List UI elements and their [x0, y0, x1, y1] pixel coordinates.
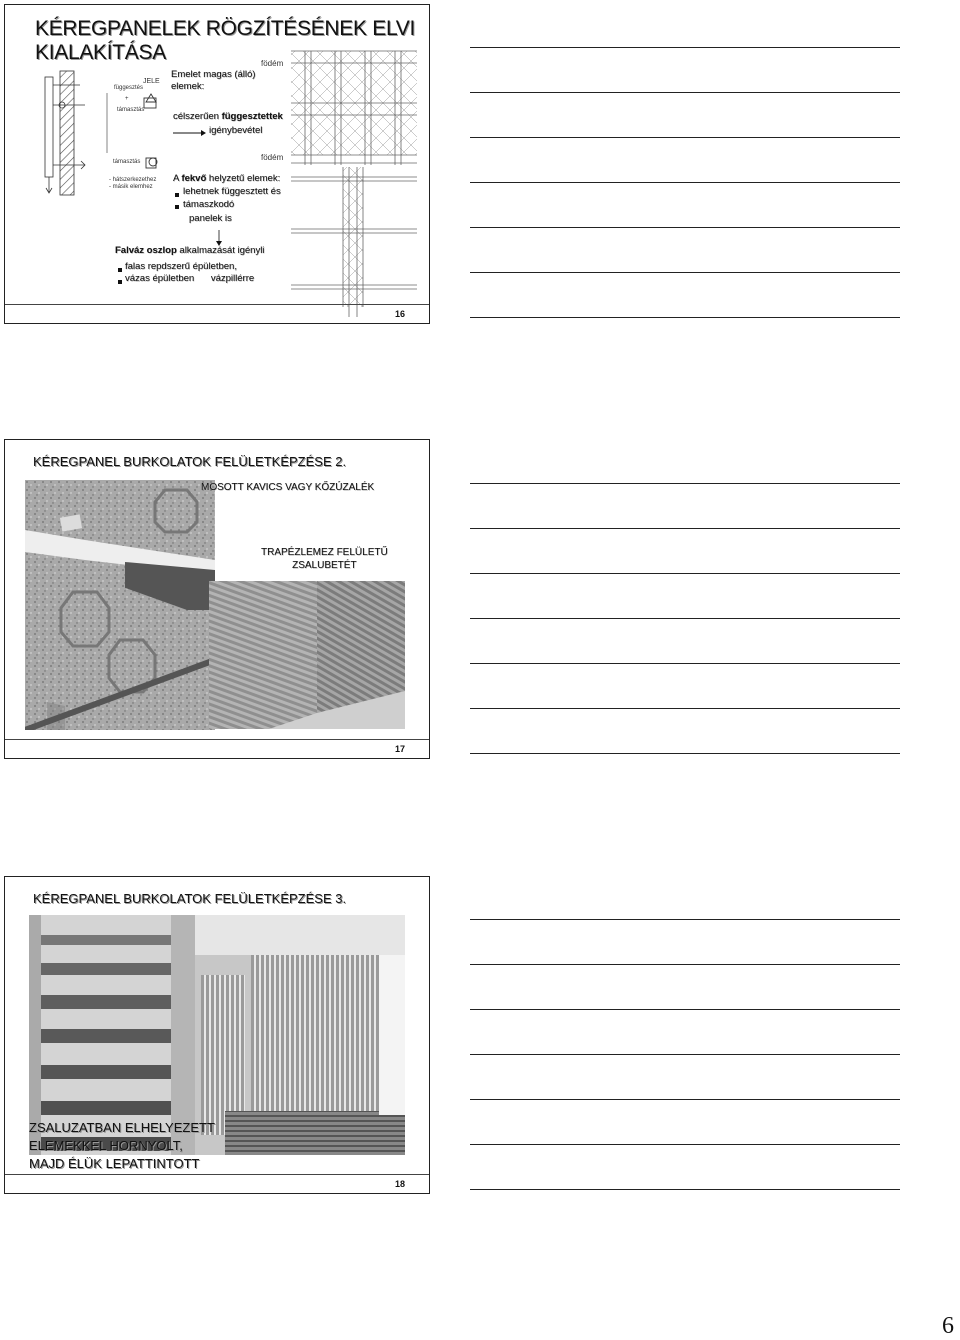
slide-number: 17 — [394, 744, 405, 754]
caption-line-2: ELEMEKKEL HORNYOLT, — [29, 1138, 183, 1153]
caption-line-1: ZSALUZATBAN ELHELYEZETT — [29, 1120, 215, 1135]
vazpillerre: vázpillérre — [210, 273, 255, 284]
page-number: 6 — [942, 1313, 954, 1339]
note-line — [470, 1099, 900, 1100]
falvaz-bold: Falváz oszlop — [115, 245, 177, 256]
label-fuggesztes: függesztés — [114, 85, 144, 91]
falvaz-text — [115, 245, 264, 257]
panelek-is-text: panelek is — [189, 213, 232, 224]
slide-title: KÉREGPANEL BURKOLATOK FELÜLETKÉPZÉSE 3. — [33, 891, 347, 906]
bullet-falas: falas repdszerű épületben, — [125, 261, 237, 272]
note-line — [470, 573, 900, 574]
label-plus: + — [125, 96, 129, 102]
caption-trapezoidal-line-1: TRAPÉZLEMEZ FELÜLETŰ — [261, 547, 388, 558]
note-line — [470, 137, 900, 138]
slide-number-bar — [5, 1174, 429, 1193]
label-masik-elemhez: - másik elemhez — [109, 184, 153, 190]
note-line — [470, 964, 900, 965]
note-line — [470, 272, 900, 273]
label-tamasztas-2: támasztás — [113, 159, 141, 165]
slide-title: KÉREGPANEL BURKOLATOK FELÜLETKÉPZÉSE 2. — [33, 454, 347, 469]
note-line — [470, 618, 900, 619]
note-line — [470, 1189, 900, 1190]
photo-exposed-aggregate — [25, 480, 215, 730]
photo-trapezoidal-formwork — [209, 581, 405, 729]
slide-number-bar — [5, 304, 429, 323]
note-line — [470, 753, 900, 754]
caption-trapezoidal-line-2: ZSALUBETÉT — [292, 560, 357, 571]
note-line — [470, 317, 900, 318]
vazas-epuletben: vázas épületben — [125, 273, 195, 284]
note-line — [470, 528, 900, 529]
label-fodem-mid: födém — [261, 153, 284, 162]
note-line — [470, 182, 900, 183]
notes-lines-2 — [470, 483, 900, 798]
label-tamasztas: támasztás — [117, 107, 145, 113]
note-line — [470, 483, 900, 484]
falvaz-rest: alkalmazását igényli — [179, 245, 265, 256]
slide-18 — [4, 876, 430, 1194]
bullet-vazas — [125, 273, 254, 285]
fekvo-a: A — [173, 173, 179, 184]
bullet-tamaszkodo: támaszkodó — [183, 199, 235, 210]
bullet-fuggesztett: lehetnek függesztett és — [183, 186, 281, 197]
slide-17 — [4, 439, 430, 759]
celszeruen-prefix: célszerűen — [173, 111, 219, 122]
notes-lines-3 — [470, 919, 900, 1234]
note-line — [470, 227, 900, 228]
emelet-line-1: Emelet magas (álló) — [171, 69, 256, 80]
note-line — [470, 1009, 900, 1010]
standing-elements-text — [171, 69, 255, 93]
caption-exposed-aggregate: MOSOTT KAVICS VAGY KŐZÚZALÉK — [201, 482, 375, 493]
slide-number: 18 — [394, 1179, 405, 1189]
note-line — [470, 1144, 900, 1145]
title-line-2: KIALAKÍTÁSA — [35, 41, 166, 64]
note-line — [470, 663, 900, 664]
fekvo-bold: fekvő — [181, 173, 207, 184]
celszeruen-text — [173, 111, 283, 123]
label-hatszerkezethez: - hátszerkezethez — [109, 177, 157, 183]
slide-16 — [4, 4, 430, 324]
celszeruen-bold: függesztettek — [221, 111, 283, 122]
note-line — [470, 1054, 900, 1055]
note-line — [470, 919, 900, 920]
caption-line-3: MAJD ÉLÜK LEPATTINTOTT — [29, 1156, 200, 1171]
note-line — [470, 47, 900, 48]
caption-grooved — [29, 1119, 215, 1173]
emelet-line-2: elemek: — [171, 81, 205, 92]
fekvo-rest: helyzetű elemek: — [208, 173, 281, 184]
label-fodem-top: födém — [261, 59, 284, 68]
notes-lines-1 — [470, 47, 900, 362]
slide-number: 16 — [394, 309, 405, 319]
caption-trapezoidal — [261, 546, 388, 572]
slide-number-bar — [5, 739, 429, 758]
lying-elements-heading — [173, 173, 280, 185]
igenybevetel-text: igénybevétel — [209, 125, 263, 136]
note-line — [470, 708, 900, 709]
title-line-1: KÉREGPANELEK RÖGZÍTÉSÉNEK ELVI — [35, 17, 416, 40]
label-jele: JELE — [143, 78, 160, 85]
note-line — [470, 92, 900, 93]
